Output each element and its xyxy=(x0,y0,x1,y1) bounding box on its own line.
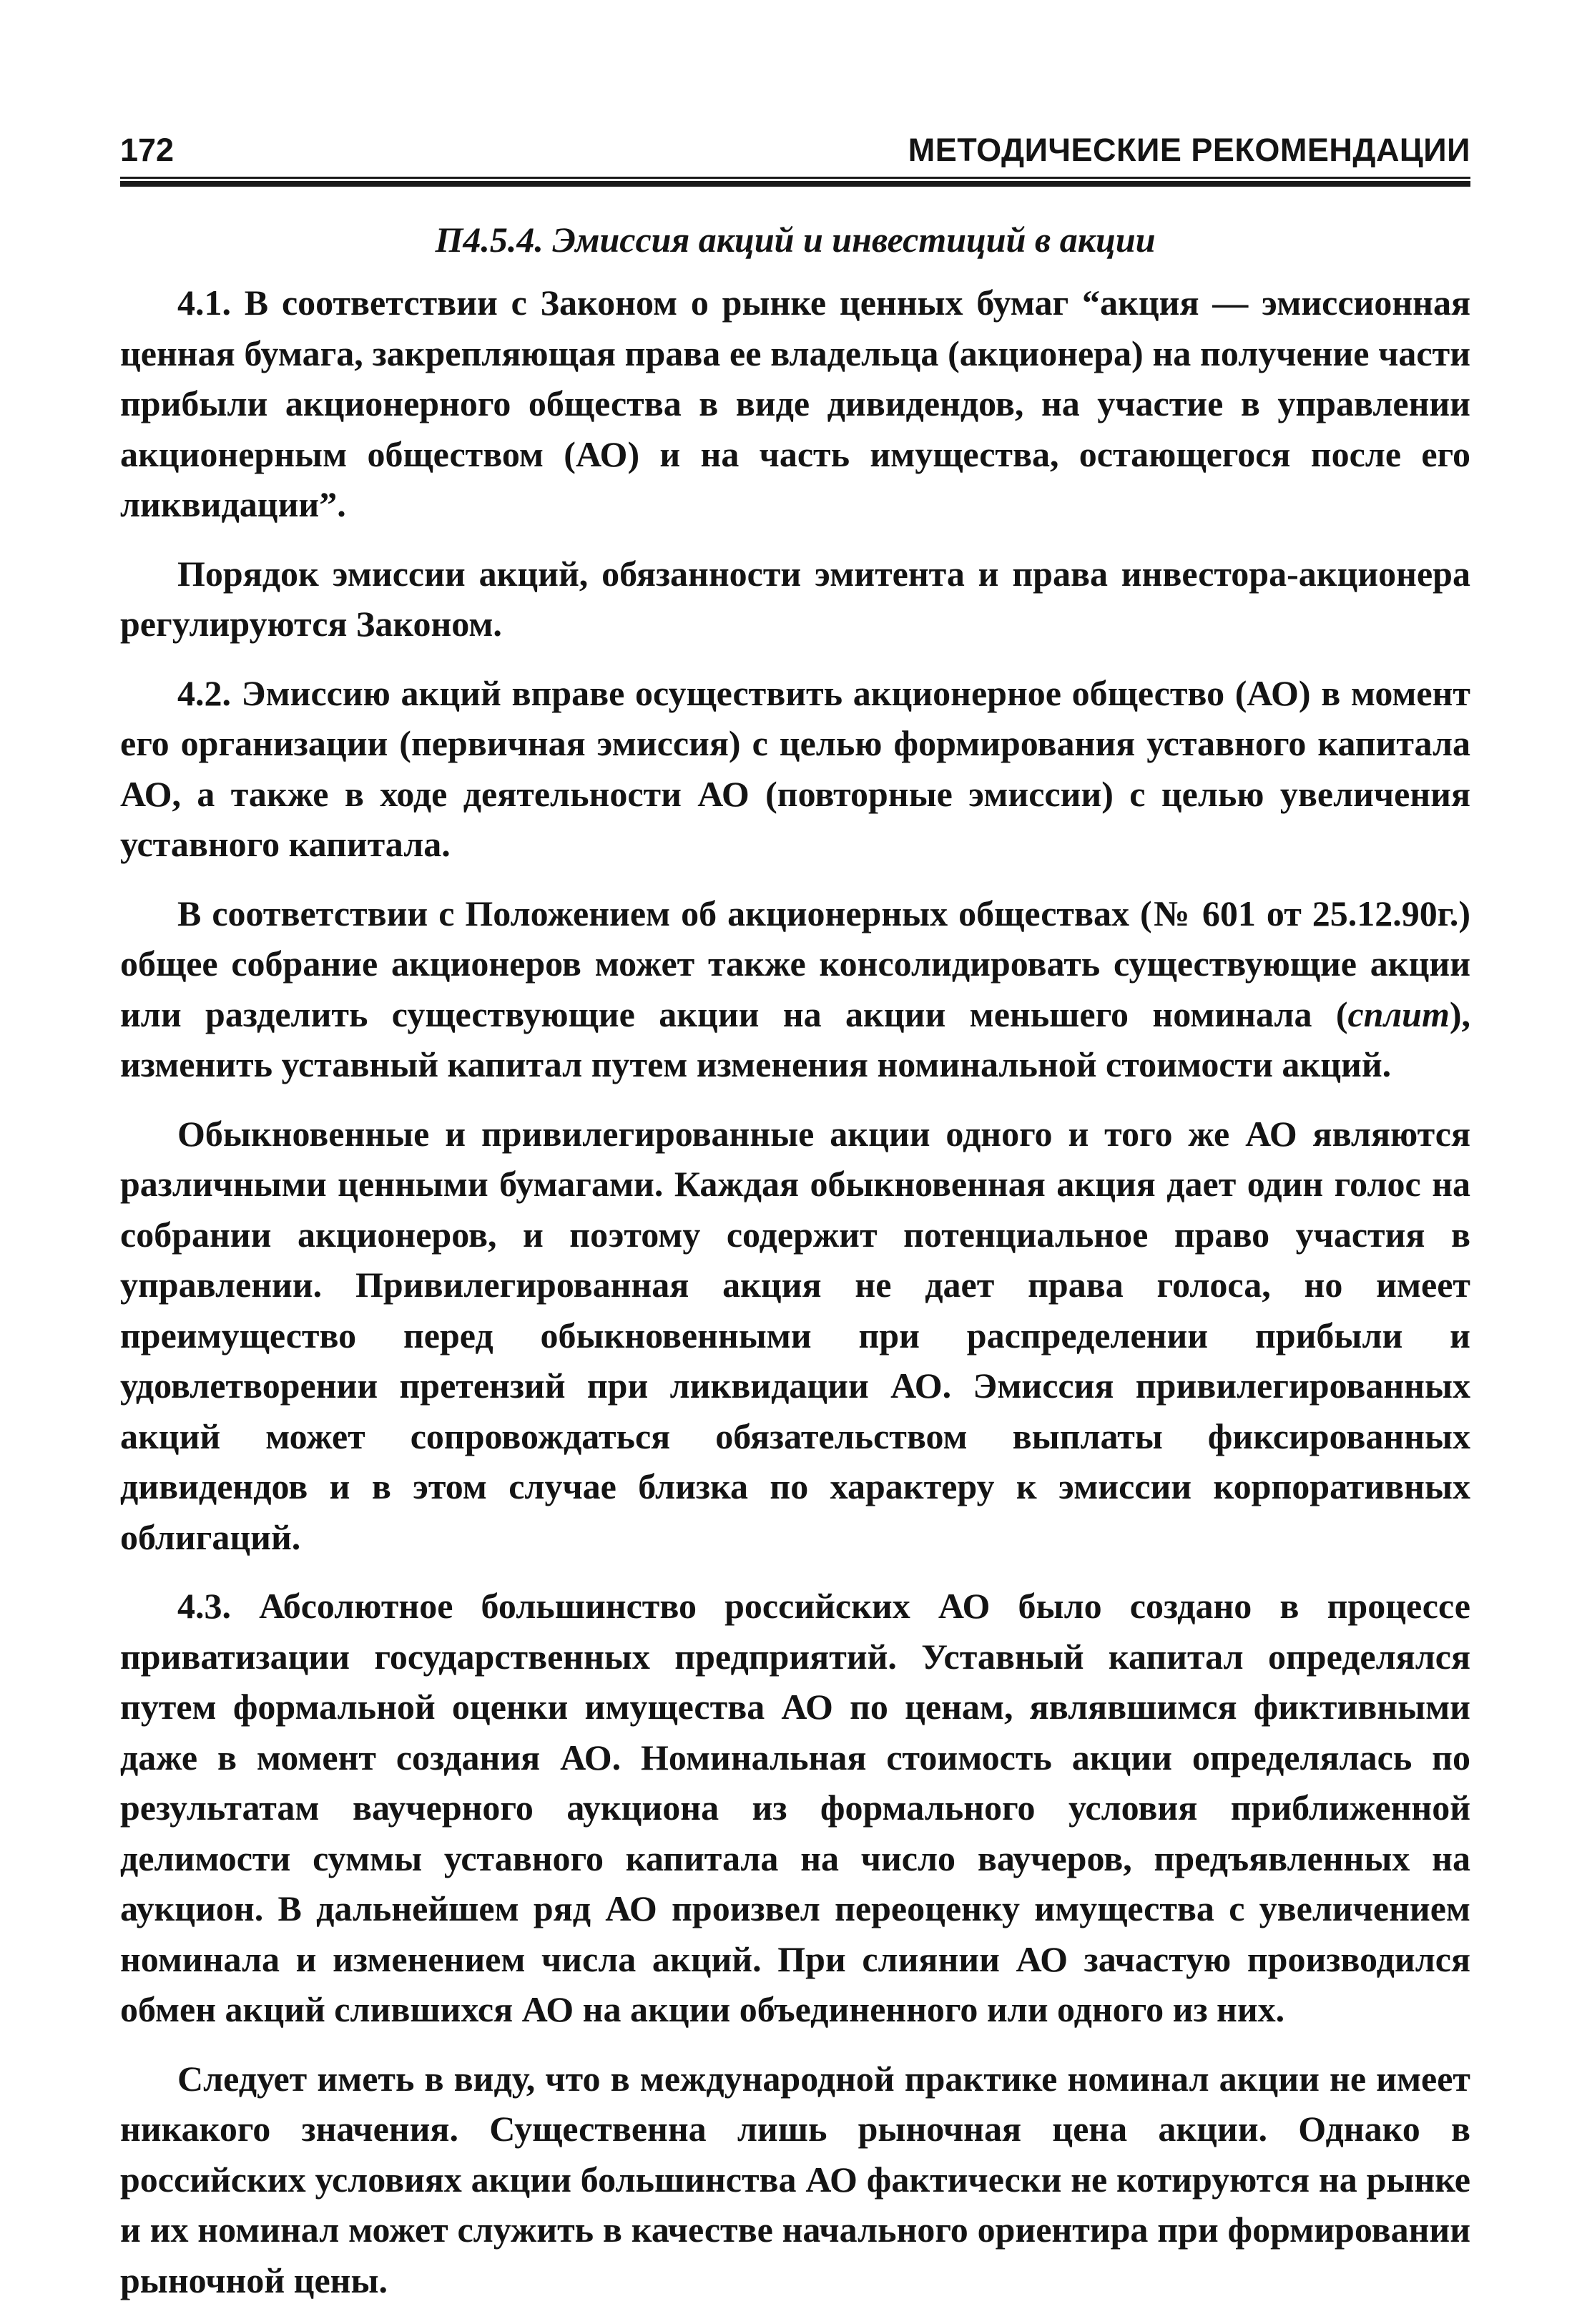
page-body xyxy=(120,215,1470,2324)
paragraph-split-after: ), изменить уставный капитал путем изменения номинальной стоимости акций. xyxy=(120,994,1470,1084)
header-rule-thick xyxy=(120,181,1470,187)
paragraph-share-types: Обыкновенные и привилегированные акции одного и того же АО являются различными ценными бумагами. Каждая обыкновенная акция дает один голос на собрании акционеров, и поэтому содержит потенциальное право участия в управлении. Привилегированная акция не дает права голоса, но имеет преимущество перед обыкновенными при распределении прибыли и удовлетворении претензий при ликвидации АО. Эмиссия привилегированных акций может сопровождаться обязательством выплаты фиксированных дивидендов и в этом случае близка по характеру к эмиссии корпоративных облигаций. xyxy=(120,1113,1470,1557)
section-heading: П4.5.4. Эмиссия акций и инвестиций в акции xyxy=(435,220,1156,260)
paragraph-split xyxy=(120,888,1470,1090)
page-number: 172 xyxy=(120,132,175,168)
paragraph-nominal-value: Следует иметь в виду, что в международной практике номинал акции не имеет никакого значения. Существенна лишь рыночная цена акции. Однако в российских условиях акции большинства АО фактически не котируются на рынке и их номинал может служить в качестве начального ориентира при формировании рыночной цены. xyxy=(120,2058,1470,2300)
paragraph-issue-procedure: Порядок эмиссии акций, обязанности эмитента и права инвестора-акционера регулируются Законом. xyxy=(120,553,1470,644)
paragraph-split-emphasis: сплит xyxy=(1347,994,1450,1034)
paragraph-4-3: 4.3. Абсолютное большинство российских АО было создано в процессе приватизации государственных предприятий. Уставный капитал определялся путем формальной оценки имущества АО по ценам, являвшимся фиктивными даже в момент создания АО. Номинальная стоимость акции определялась по результатам ваучерного аукциона из формального условия приближенной делимости суммы уставного капитала на число ваучеров, предъявленных на аукцион. В дальнейшем ряд АО произвел переоценку имущества с увеличением номинала и изменением числа акций. При слиянии АО зачастую производился обмен акций слившихся АО на акции объединенного или одного из них. xyxy=(120,1586,1470,2029)
paragraph-4-2: 4.2. Эмиссию акций вправе осуществить акционерное общество (АО) в момент его организации (первичная эмиссия) с целью формирования уставного капитала АО, а также в ходе деятельности АО (повторные эмиссии) с целью увеличения уставного капитала. xyxy=(120,672,1470,864)
running-title: МЕТОДИЧЕСКИЕ РЕКОМЕНДАЦИИ xyxy=(908,132,1470,168)
header-rule-thin xyxy=(120,177,1470,179)
running-header xyxy=(120,127,1470,173)
paragraph-4-1: 4.1. В соответствии с Законом о рынке ценных бумаг “акция — эмиссионная ценная бумага, закрепляющая права ее владельца (акционера) на получение части прибыли акционерного общества в виде дивидендов, на участие в управлении акционерным обществом (АО) и на часть имущества, остающегося после его ликвидации”. xyxy=(120,283,1470,524)
paragraph-split-before: В соответствии с Положением об акционерных обществах (№ 601 от 25.12.90г.) общее собрание акционеров может также консолидировать существующие акции или разделить существующие акции на акции меньшего номинала ( xyxy=(120,893,1470,1034)
